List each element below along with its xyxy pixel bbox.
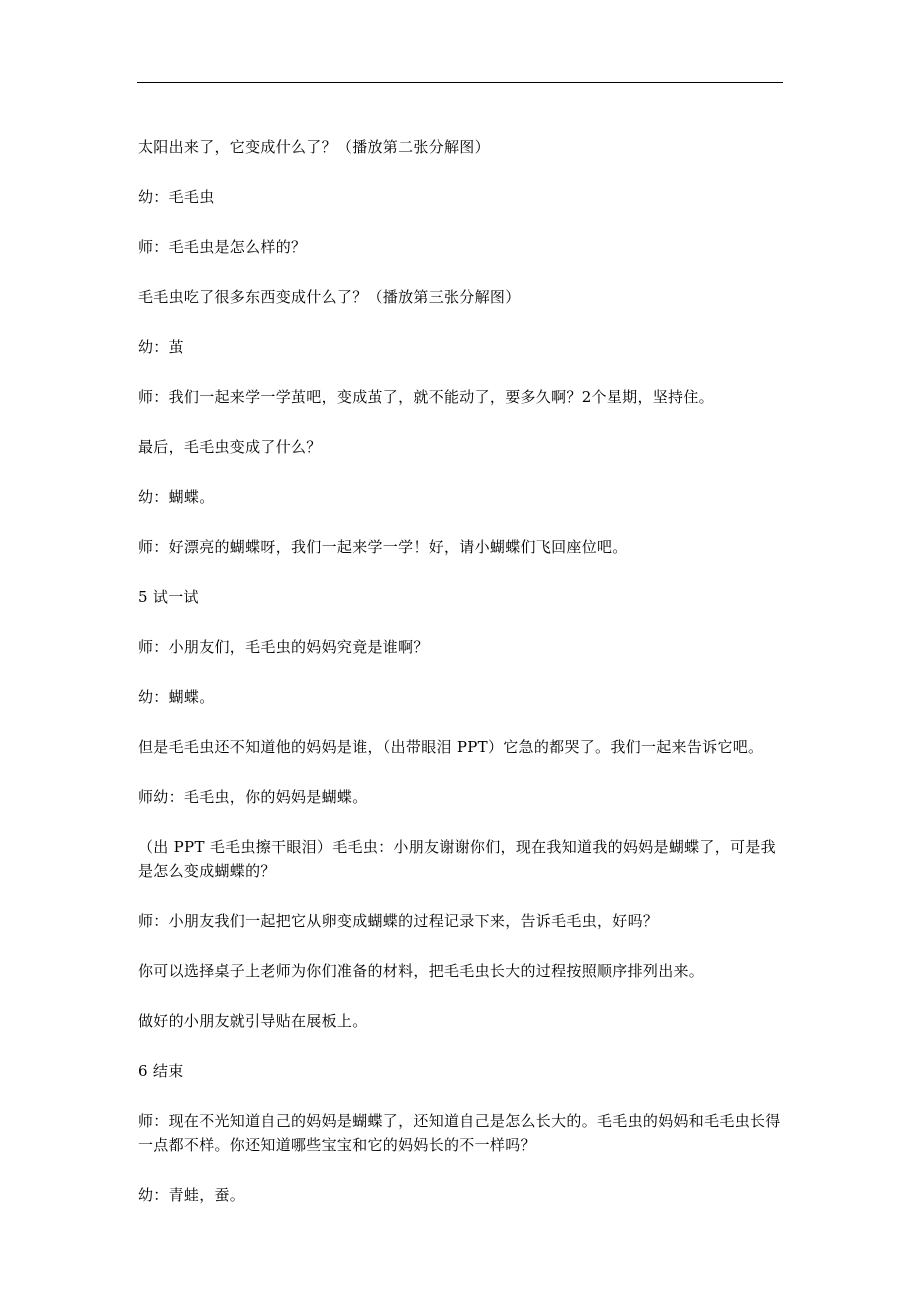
paragraph: 幼：蝴蝶。 (138, 488, 215, 506)
paragraph: 幼：蝴蝶。 (138, 688, 215, 706)
paragraph: 你可以选择桌子上老师为你们准备的材料，把毛毛虫长大的过程按照顺序排列出来。 (138, 962, 705, 980)
header-rule (137, 82, 783, 83)
paragraph: 幼：毛毛虫 (138, 188, 215, 206)
paragraph: 师：好漂亮的蝴蝶呀，我们一起来学一学！好，请小蝴蝶们飞回座位吧。 (138, 538, 628, 556)
paragraph: 师幼：毛毛虫，你的妈妈是蝴蝶。 (138, 788, 368, 806)
document-body (138, 135, 786, 1233)
paragraph: 师：小朋友们，毛毛虫的妈妈究竟是谁啊？ (138, 638, 429, 656)
paragraph: 太阳出来了，它变成什么了？（播放第二张分解图） (138, 138, 490, 156)
paragraph: 师：毛毛虫是怎么样的？ (138, 238, 307, 256)
paragraph: 幼：茧 (138, 338, 184, 356)
paragraph: 幼：青蛙，蚕。 (138, 1186, 246, 1204)
paragraph: 但是毛毛虫还不知道他的妈妈是谁，（出带眼泪 PPT）它急的都哭了。我们一起来告诉它吧。 (138, 738, 764, 756)
paragraph: 做好的小朋友就引导贴在展板上。 (138, 1012, 368, 1030)
paragraph: 师：现在不光知道自己的妈妈是蝴蝶了，还知道自己是怎么长大的。毛毛虫的妈妈和毛毛虫长得一点都不样。你还知道哪些宝宝和它的妈妈长的不一样吗？ (138, 1112, 781, 1154)
section-heading: 6 结束 (138, 1062, 184, 1080)
paragraph: 毛毛虫吃了很多东西变成什么了？（播放第三张分解图） (138, 288, 521, 306)
paragraph: 最后，毛毛虫变成了什么？ (138, 438, 322, 456)
paragraph: （出 PPT 毛毛虫擦干眼泪）毛毛虫：小朋友谢谢你们，现在我知道我的妈妈是蝴蝶了，可是我是怎么变成蝴蝶的？ (138, 838, 776, 880)
paragraph: 师：我们一起来学一学茧吧，变成茧了，就不能动了，要多久啊？2个星期，坚持住。 (138, 388, 714, 406)
paragraph: 师：小朋友我们一起把它从卵变成蝴蝶的过程记录下来，告诉毛毛虫，好吗？ (138, 912, 659, 930)
section-heading: 5 试一试 (138, 588, 199, 606)
